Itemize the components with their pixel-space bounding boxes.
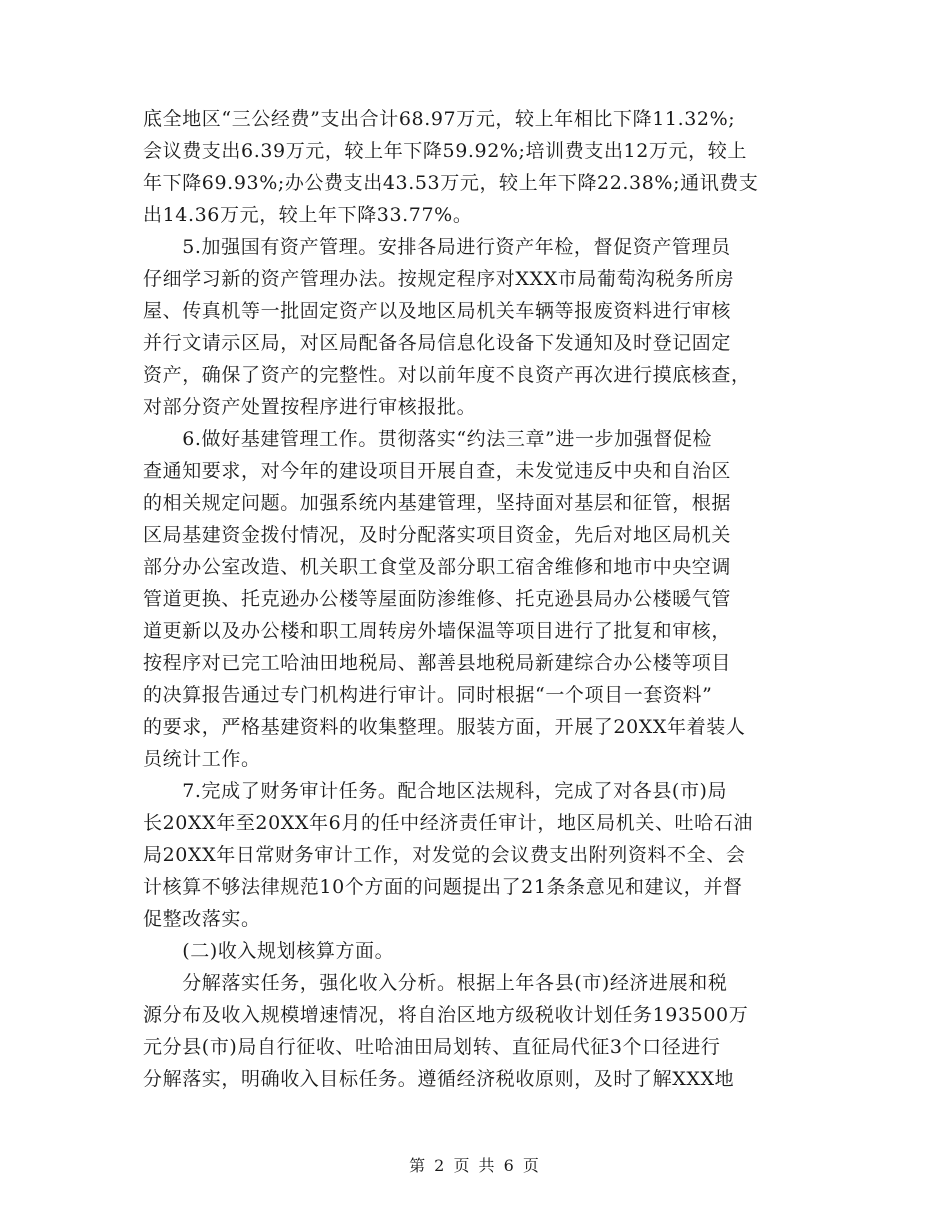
text-line: 部分办公室改造、机关职工食堂及部分职工宿舍维修和地市中央空调 bbox=[143, 556, 732, 578]
text-line: 出14.36万元，较上年下降33.77%。 bbox=[143, 204, 473, 226]
text-line: 源分布及收入规模增速情况，将自治区地方级税收计划任务193500万 bbox=[143, 1004, 749, 1026]
text-line: (二)收入规划核算方面。 bbox=[143, 940, 395, 962]
body-text bbox=[143, 103, 807, 1095]
text-line: 对部分资产处置按程序进行审核报批。 bbox=[143, 396, 477, 418]
text-line: 分解落实任务，强化收入分析。根据上年各县(市)经济进展和税 bbox=[143, 972, 728, 994]
text-line: 并行文请示区局，对区局配备各局信息化设备下发通知及时登记固定 bbox=[143, 332, 732, 354]
text-line: 员统计工作。 bbox=[143, 748, 261, 770]
text-line: 查通知要求，对今年的建设项目开展自查，未发觉违反中央和自治区 bbox=[143, 460, 732, 482]
text-line: 促整改落实。 bbox=[143, 908, 261, 930]
text-line: 计核算不够法律规范10个方面的问题提出了21条条意见和建议，并督 bbox=[143, 876, 743, 898]
text-line: 底全地区“三公经费”支出合计68.97万元，较上年相比下降11.32%; bbox=[143, 108, 736, 130]
text-line: 元分县(市)局自行征收、吐哈油田局划转、直征局代征3个口径进行 bbox=[143, 1036, 721, 1058]
text-line: 仔细学习新的资产管理办法。按规定程序对XXX市局葡萄沟税务所房 bbox=[143, 268, 735, 290]
text-line: 区局基建资金拨付情况，及时分配落实项目资金，先后对地区局机关 bbox=[143, 524, 732, 546]
text-line: 会议费支出6.39万元，较上年下降59.92%;培训费支出12万元，较上 bbox=[143, 140, 747, 162]
text-line: 按程序对已完工哈油田地税局、鄯善县地税局新建综合办公楼等项目 bbox=[143, 652, 732, 674]
text-line: 的相关规定问题。加强系统内基建管理，坚持面对基层和征管，根据 bbox=[143, 492, 732, 514]
text-line: 局20XX年日常财务审计工作，对发觉的会议费支出附列资料不全、会 bbox=[143, 844, 746, 866]
page-number-footer: 第 2 页 共 6 页 bbox=[409, 1156, 541, 1175]
text-line: 道更新以及办公楼和职工周转房外墙保温等项目进行了批复和审核， bbox=[143, 620, 732, 642]
text-line: 资产，确保了资产的完整性。对以前年度不良资产再次进行摸底核查， bbox=[143, 364, 751, 386]
text-line: 年下降69.93%;办公费支出43.53万元，较上年下降22.38%;通讯费支 bbox=[143, 172, 759, 194]
text-line: 6.做好基建管理工作。贯彻落实“约法三章”进一步加强督促检 bbox=[143, 428, 713, 450]
text-line: 长20XX年至20XX年6月的任中经济责任审计，地区局机关、吐哈石油 bbox=[143, 812, 753, 834]
text-line: 屋、传真机等一批固定资产以及地区局机关车辆等报废资料进行审核 bbox=[143, 300, 732, 322]
text-line: 的决算报告通过专门机构进行审计。同时根据“一个项目一套资料” bbox=[143, 684, 713, 706]
text-line: 管道更换、托克逊办公楼等屋面防渗维修、托克逊县局办公楼暖气管 bbox=[143, 588, 732, 610]
text-line: 5.加强国有资产管理。安排各局进行资产年检，督促资产管理员 bbox=[143, 236, 731, 258]
text-line: 分解落实，明确收入目标任务。遵循经济税收原则，及时了解XXX地 bbox=[143, 1068, 735, 1090]
text-line: 的要求，严格基建资料的收集整理。服装方面，开展了20XX年着装人 bbox=[143, 716, 746, 738]
text-line: 7.完成了财务审计任务。配合地区法规科，完成了对各县(市)局 bbox=[143, 780, 728, 802]
